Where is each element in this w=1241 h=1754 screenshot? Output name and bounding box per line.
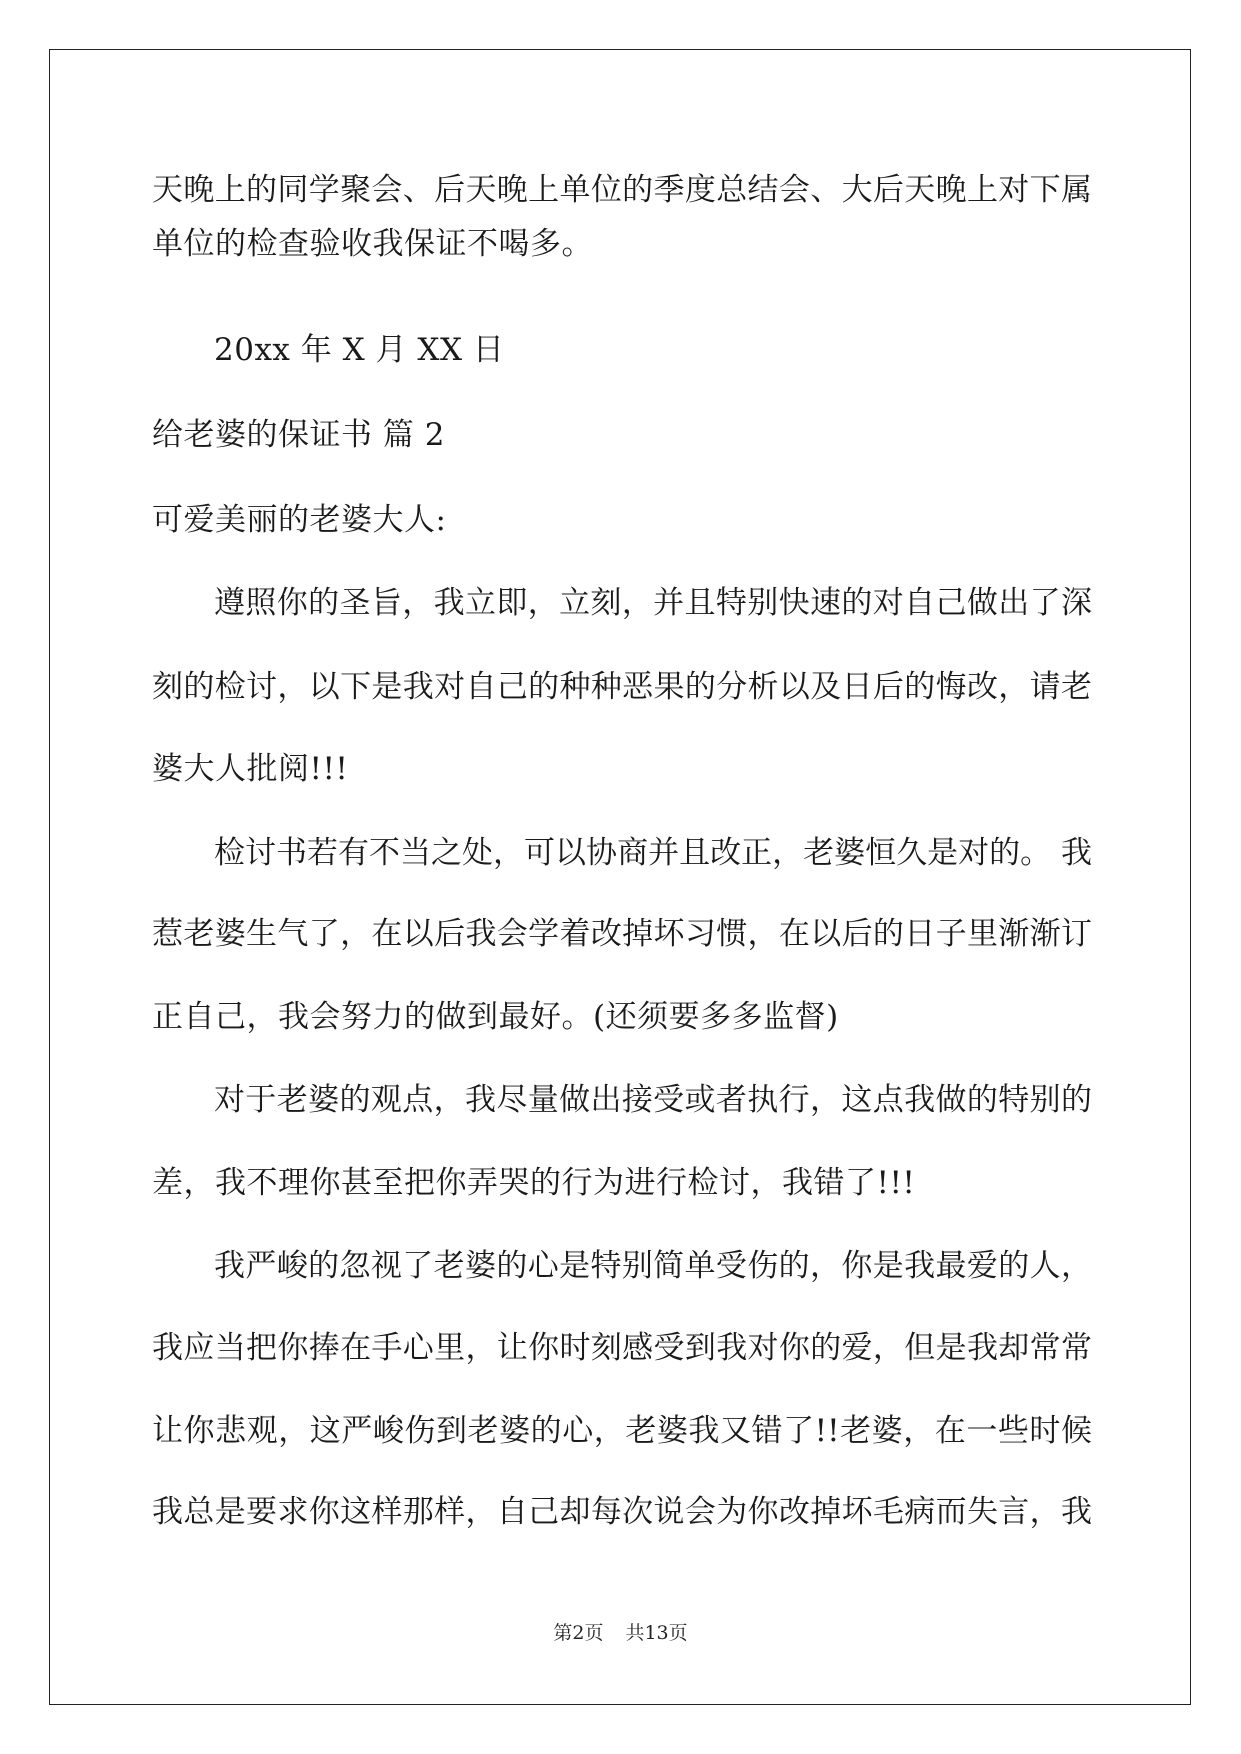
text-line: 刻的检讨，以下是我对自己的种种恶果的分析以及日后的悔改，请老	[152, 669, 1092, 705]
section-heading: 给老婆的保证书 篇 2	[152, 417, 445, 453]
text-line: 我严峻的忽视了老婆的心是特别简单受伤的，你是我最爱的人，	[214, 1248, 1092, 1284]
text-line: 我总是要求你这样那样，自己却每次说会为你改掉坏毛病而失言，我	[152, 1494, 1092, 1530]
page-frame	[49, 49, 1191, 1705]
text-line: 天晚上的同学聚会、后天晚上单位的季度总结会、大后天晚上对下属	[152, 172, 1092, 208]
page-number: 第2页	[553, 1622, 604, 1644]
page-footer	[0, 1621, 1241, 1645]
text-line: 婆大人批阅!!!	[152, 751, 349, 787]
text-line: 正自己，我会努力的做到最好。(还须要多多监督)	[152, 999, 839, 1035]
text-line: 惹老婆生气了，在以后我会学着改掉坏习惯，在以后的日子里渐渐订	[152, 916, 1092, 952]
date-line: 20xx 年 X 月 XX 日	[214, 332, 505, 368]
text-line: 我应当把你捧在手心里，让你时刻感受到我对你的爱，但是我却常常	[152, 1330, 1092, 1366]
text-line: 遵照你的圣旨，我立即，立刻，并且特别快速的对自己做出了深	[214, 585, 1092, 621]
text-line: 对于老婆的观点，我尽量做出接受或者执行，这点我做的特别的	[214, 1082, 1092, 1118]
text-line: 差，我不理你甚至把你弄哭的行为进行检讨，我错了!!!	[152, 1165, 916, 1201]
text-line: 检讨书若有不当之处，可以协商并且改正，老婆恒久是对的。 我	[214, 835, 1092, 871]
page-total: 共13页	[625, 1622, 688, 1644]
text-line: 单位的检查验收我保证不喝多。	[152, 226, 593, 262]
salutation: 可爱美丽的老婆大人:	[152, 502, 447, 538]
text-line: 让你悲观，这严峻伤到老婆的心，老婆我又错了!!老婆，在一些时候	[152, 1413, 1092, 1449]
